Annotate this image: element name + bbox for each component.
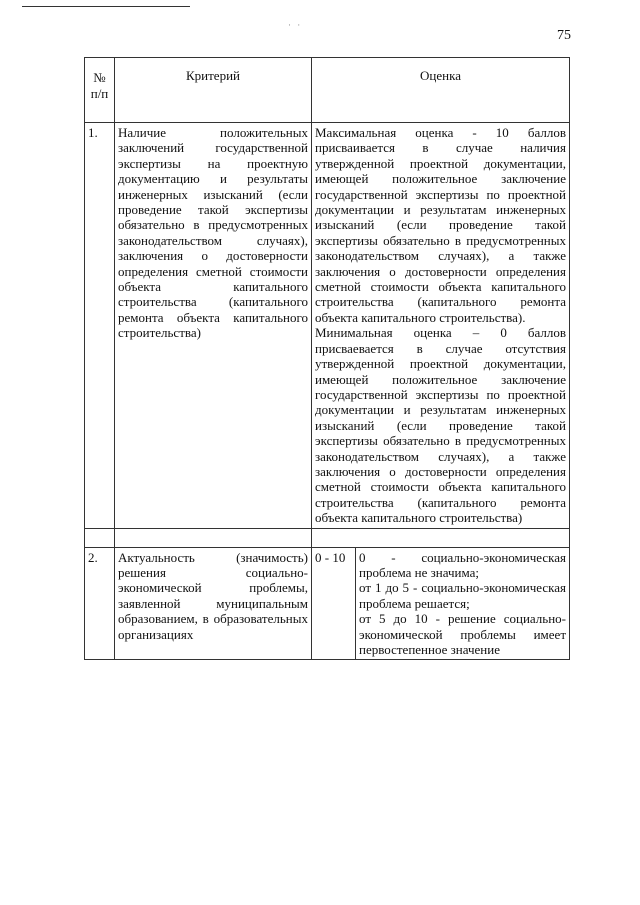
table-row — [85, 547, 570, 660]
table-row — [85, 123, 570, 529]
criteria-table — [84, 57, 570, 660]
evaluation-min-text: Минимальная оценка – 0 баллов присваевается в случае отсутствия утвержденной проектной документации, имеющей положительное заключение государственной экспертизы по проектной документации и результатам инженерных изысканий (если проведение такой экспертизы обязательно в предусмотренных законодательством случаях), а также заключения о достоверности определения сметной стоимости объекта капитального строительства (капитального ремонта объекта капитального строительства) — [315, 325, 566, 526]
header-number: № п/п — [85, 58, 115, 123]
criterion-text: Актуальность (значимость) решения социально-экономической проблемы, заявленной муниципальным образованием, в образовательных организациях — [118, 549, 308, 642]
table-header-row — [85, 58, 570, 123]
criterion-text: Наличие положительных заключений государственной экспертизы на проектную документацию и результаты инженерных изысканий (если проведение такой экспертизы обязательно в предусмотренных законодательством случаях), заключения о достоверности определения сметной стоимости объекта капитального строительства (капитального ремонта объекта капитального строительства) — [118, 125, 308, 341]
row-number: 2. — [85, 547, 115, 660]
row-criterion — [115, 123, 312, 529]
header-criterion: Критерий — [115, 58, 312, 123]
top-rule — [22, 6, 190, 7]
row-evaluation — [312, 123, 570, 529]
score-range: 0 - 10 — [312, 547, 356, 660]
scan-marks: · · — [288, 20, 303, 30]
page-number: 75 — [557, 28, 571, 43]
scale-item: от 5 до 10 - решение социально-экономической проблемы имеет первостепенное значение — [359, 611, 566, 657]
row-criterion — [115, 547, 312, 660]
table-spacer-row — [85, 528, 570, 547]
scale-item: 0 - социально-экономическая проблема не значима; — [359, 549, 566, 580]
score-scale — [356, 547, 570, 660]
evaluation-max-text: Максимальная оценка - 10 баллов присваивается в случае наличия утвержденной проектной документации, имеющей положительное заключение государственной экспертизы по проектной документации и результатам инженерных изысканий (если проведение такой экспертизы обязательно в предусмотренных законодательством случаях), а также заключения о достоверности определения сметной стоимости объекта капитального строительства (капитального ремонта объекта капитального строительства). — [315, 125, 566, 325]
scale-item: от 1 до 5 - социально-экономическая проблема решается; — [359, 580, 566, 611]
row-number: 1. — [85, 123, 115, 529]
header-evaluation: Оценка — [312, 58, 570, 123]
